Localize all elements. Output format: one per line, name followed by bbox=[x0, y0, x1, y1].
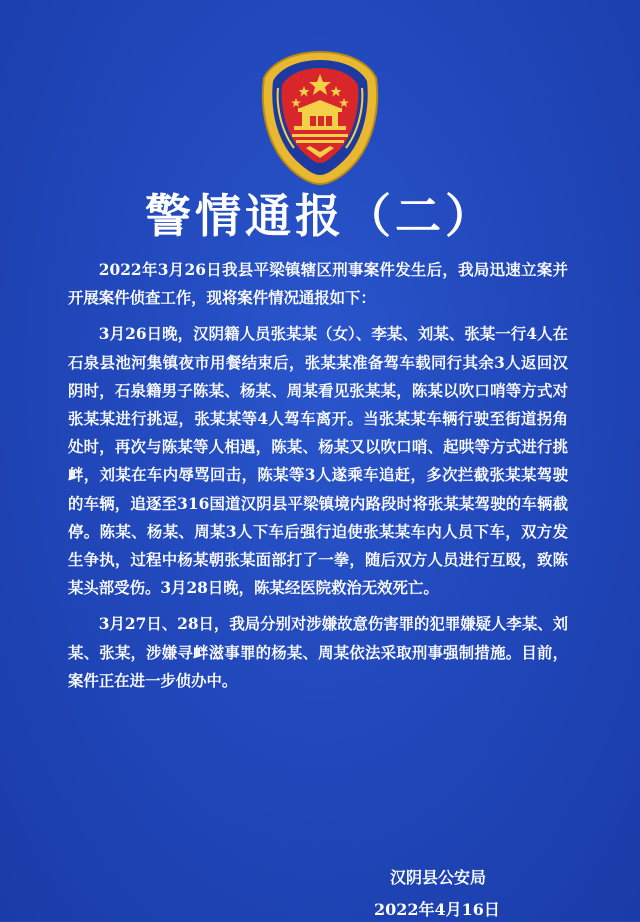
paragraph-measures: 3月27日、28日，我局分别对涉嫌故意伤害罪的犯罪嫌疑人李某、刘某、张某，涉嫌寻衅滋事罪的杨某、周某依法采取刑事强制措施。目前，案件正在进一步侦办中。 bbox=[68, 615, 568, 690]
notice-title: 警情通报（二） bbox=[145, 189, 495, 243]
police-emblem-icon bbox=[254, 48, 386, 186]
paragraph-intro: 2022年3月26日我县平梁镇辖区刑事案件发生后，我局迅速立案并开展案件侦查工作，现将案件情况通报如下： bbox=[68, 261, 568, 308]
notice-body bbox=[68, 256, 568, 703]
issue-date: 2022年4月16日 bbox=[374, 900, 500, 919]
issuer-signature: 汉阴县公安局 bbox=[390, 868, 487, 887]
paragraph-details: 3月26日晚，汉阴籍人员张某某（女）、李某、刘某、张某一行4人在石泉县池河集镇夜市用餐结束后，张某某准备驾车载同行其余3人返回汉阴时，石泉籍男子陈某、杨某、周某看见张某某，陈某以吹口哨等方式对张某某进行挑逗，张某某等4人驾车离开。当张某某车辆行驶至街道拐角处时，再次与陈某等人相遇，陈某、杨某又以吹口哨、起哄等方式进行挑衅，刘某在车内辱骂回击，陈某等3人遂乘车追赶，多次拦截张某某驾驶的车辆，追逐至316国道汉阴县平梁镇境内路段时将张某某驾驶的车辆截停。陈某、杨某、周某3人下车后强行迫使张某某车内人员下车，双方发生争执，过程中杨某朝张某面部打了一拳，随后双方人员进行互殴，致陈某头部受伤。3月28日晚，陈某经医院救治无效死亡。 bbox=[68, 325, 568, 598]
